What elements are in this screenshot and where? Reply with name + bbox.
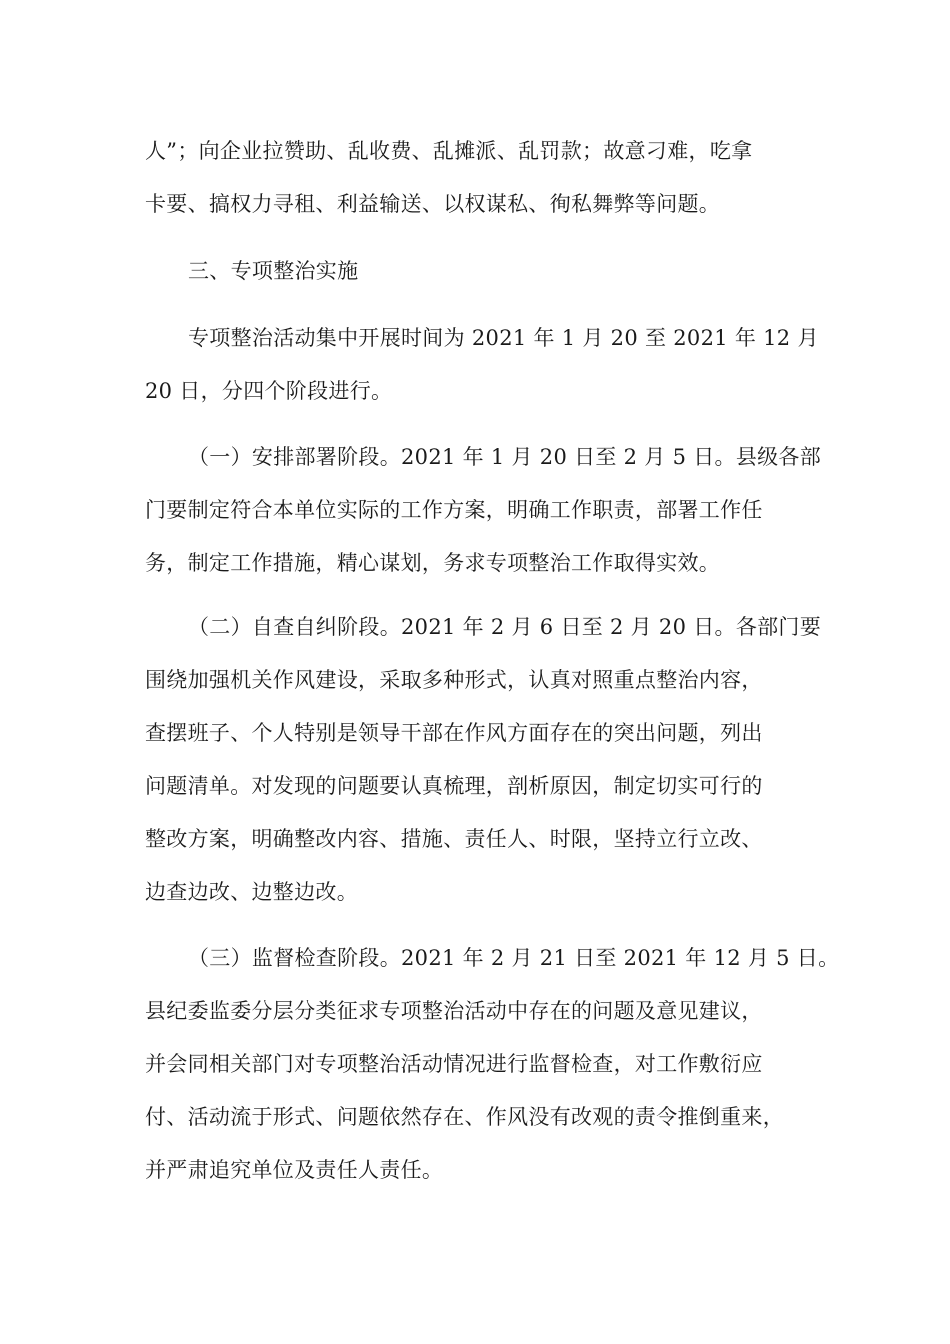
text-line: 付、活动流于形式、问题依然存在、作风没有改观的责令推倒重来， — [145, 1105, 784, 1129]
text-line: 查摆班子、个人特别是领导干部在作风方面存在的突出问题，列出 — [145, 721, 763, 745]
text-line: 并严肃追究单位及责任人责任。 — [145, 1158, 444, 1182]
text-line: 专项整治活动集中开展时间为 2021 年 1 月 20 至 2021 年 12 月 — [188, 326, 819, 350]
text-line: 务，制定工作措施，精心谋划，务求专项整治工作取得实效。 — [145, 551, 721, 575]
text-line: 人”；向企业拉赞助、乱收费、乱摊派、乱罚款；故意刁难，吃拿 — [145, 139, 753, 163]
text-line: （一）安排部署阶段。2021 年 1 月 20 日至 2 月 5 日。县级各部 — [188, 445, 822, 469]
section-heading: 三、专项整治实施 — [188, 259, 359, 283]
text-line: 问题清单。对发现的问题要认真梳理，剖析原因，制定切实可行的 — [145, 774, 763, 798]
text-line: 卡要、搞权力寻租、利益输送、以权谋私、徇私舞弊等问题。 — [145, 192, 721, 216]
text-line: 整改方案，明确整改内容、措施、责任人、时限，坚持立行立改、 — [145, 827, 763, 851]
text-line: （二）自查自纠阶段。2021 年 2 月 6 日至 2 月 20 日。各部门要 — [188, 615, 822, 639]
text-line: 围绕加强机关作风建设，采取多种形式，认真对照重点整治内容， — [145, 668, 763, 692]
text-line: 县纪委监委分层分类征求专项整治活动中存在的问题及意见建议， — [145, 999, 763, 1023]
text-line: （三）监督检查阶段。2021 年 2 月 21 日至 2021 年 12 月 5 日。 — [188, 946, 840, 970]
text-line: 边查边改、边整边改。 — [145, 880, 358, 904]
text-line: 并会同相关部门对专项整治活动情况进行监督检查，对工作敷衍应 — [145, 1052, 763, 1076]
text-line: 20 日，分四个阶段进行。 — [145, 379, 393, 403]
text-line: 门要制定符合本单位实际的工作方案，明确工作职责，部署工作任 — [145, 498, 763, 522]
